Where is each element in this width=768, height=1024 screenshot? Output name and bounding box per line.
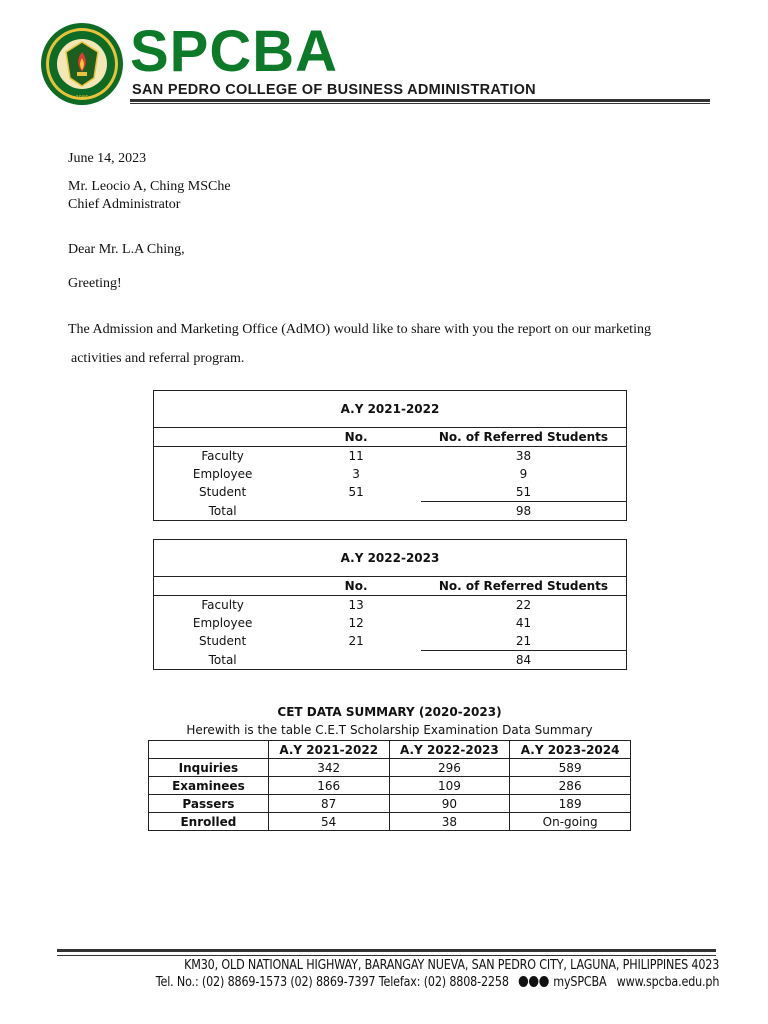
table-cell: On-going [510, 813, 631, 831]
facebook-icon [519, 976, 528, 987]
footer-rule [57, 949, 716, 952]
cell-referred: 22 [515, 598, 532, 612]
college-full-name: SAN PEDRO COLLEGE OF BUSINESS ADMINISTRATION [132, 82, 536, 98]
table-row [154, 483, 627, 502]
cell-no: 11 [348, 449, 364, 463]
body-paragraph-line1: The Admission and Marketing Office (AdMO) would like to share with you the report on our marketing [68, 322, 651, 337]
table-row [154, 632, 627, 651]
total-label: Total [208, 503, 237, 518]
cell-referred: 9 [519, 467, 528, 481]
total-row [154, 651, 627, 670]
total-value: 84 [515, 653, 532, 667]
table-caption: A.Y 2022-2023 [154, 540, 627, 577]
cell-no: 3 [352, 467, 360, 481]
table-cell: 189 [510, 795, 631, 813]
column-header: A.Y 2022-2023 [389, 741, 510, 759]
table-row [154, 614, 627, 632]
cell-referred: 41 [515, 616, 532, 630]
instagram-icon [539, 976, 548, 987]
row-label: Employee [192, 467, 253, 481]
row-label: Employee [192, 616, 253, 630]
cell-no: 13 [348, 598, 364, 612]
column-header: A.Y 2023-2024 [510, 741, 631, 759]
referral-table-2022-2023 [153, 539, 627, 670]
row-label: Passers [149, 795, 269, 813]
row-label: Enrolled [149, 813, 269, 831]
table-cell: 38 [389, 813, 510, 831]
footer-phone-numbers: Tel. No.: (02) 8869-1573 (02) 8869-7397 Telefax: (02) 8808-2258 [155, 975, 509, 990]
row-label: Examinees [149, 777, 269, 795]
cell-no: 12 [348, 616, 364, 630]
body-paragraph-line2: activities and referral program. [71, 351, 245, 366]
greeting: Greeting! [68, 276, 122, 291]
table-cell: 54 [268, 813, 389, 831]
table-row [154, 447, 627, 466]
column-header-no: No. [291, 428, 421, 447]
row-label: Student [199, 485, 247, 500]
table-cell: 87 [268, 795, 389, 813]
total-value: 98 [515, 504, 532, 518]
college-seal-logo [40, 22, 124, 106]
cell-referred: 51 [421, 483, 627, 502]
header-rule-thin [130, 103, 710, 104]
footer-contact-line [155, 975, 719, 990]
table-row [154, 465, 627, 483]
column-header: A.Y 2021-2022 [268, 741, 389, 759]
cet-summary-table [148, 740, 631, 831]
recipient-title: Chief Administrator [68, 197, 181, 212]
svg-text:1986: 1986 [75, 95, 89, 101]
table-caption: A.Y 2021-2022 [154, 391, 627, 428]
footer-website-link[interactable]: www.spcba.edu.ph [616, 975, 719, 990]
table-cell: 109 [389, 777, 510, 795]
footer-address: KM30, OLD NATIONAL HIGHWAY, BARANGAY NUEVA, SAN PEDRO CITY, LAGUNA, PHILIPPINES 4023 [183, 958, 719, 973]
table-cell: 342 [268, 759, 389, 777]
table-cell: 166 [268, 777, 389, 795]
row-label: Faculty [201, 449, 244, 463]
row-label: Inquiries [149, 759, 269, 777]
footer-social-handle: mySPCBA [552, 975, 607, 990]
row-label: Student [199, 634, 247, 649]
cell-referred: 21 [421, 632, 627, 651]
table-cell: 286 [510, 777, 631, 795]
total-row [154, 502, 627, 521]
cet-summary-subtitle: Herewith is the table C.E.T Scholarship Examination Data Summary [186, 723, 593, 737]
table-row [149, 813, 631, 831]
table-cell: 90 [389, 795, 510, 813]
recipient-name: Mr. Leocio A, Ching MSChe [68, 179, 231, 194]
referral-table-2021-2022 [153, 390, 627, 521]
header-rule [130, 99, 710, 102]
row-label: Faculty [201, 598, 244, 612]
table-cell: 296 [389, 759, 510, 777]
table-row [149, 795, 631, 813]
cell-no: 51 [348, 485, 364, 500]
table-row [149, 759, 631, 777]
total-label: Total [208, 652, 237, 667]
column-header-no: No. [291, 577, 421, 596]
messenger-icon [529, 976, 538, 987]
cell-no: 21 [348, 634, 364, 649]
table-row [149, 777, 631, 795]
letter-date: June 14, 2023 [68, 151, 147, 166]
salutation: Dear Mr. L.A Ching, [68, 242, 185, 257]
cell-referred: 38 [515, 449, 532, 463]
table-cell: 589 [510, 759, 631, 777]
table-row [154, 596, 627, 615]
column-header-referred: No. of Referred Students [421, 428, 627, 447]
cet-summary-title: CET DATA SUMMARY (2020-2023) [277, 705, 502, 719]
college-brand-acronym: SPCBA [130, 19, 339, 84]
column-header-referred: No. of Referred Students [421, 577, 627, 596]
footer-rule-thin [57, 955, 716, 956]
